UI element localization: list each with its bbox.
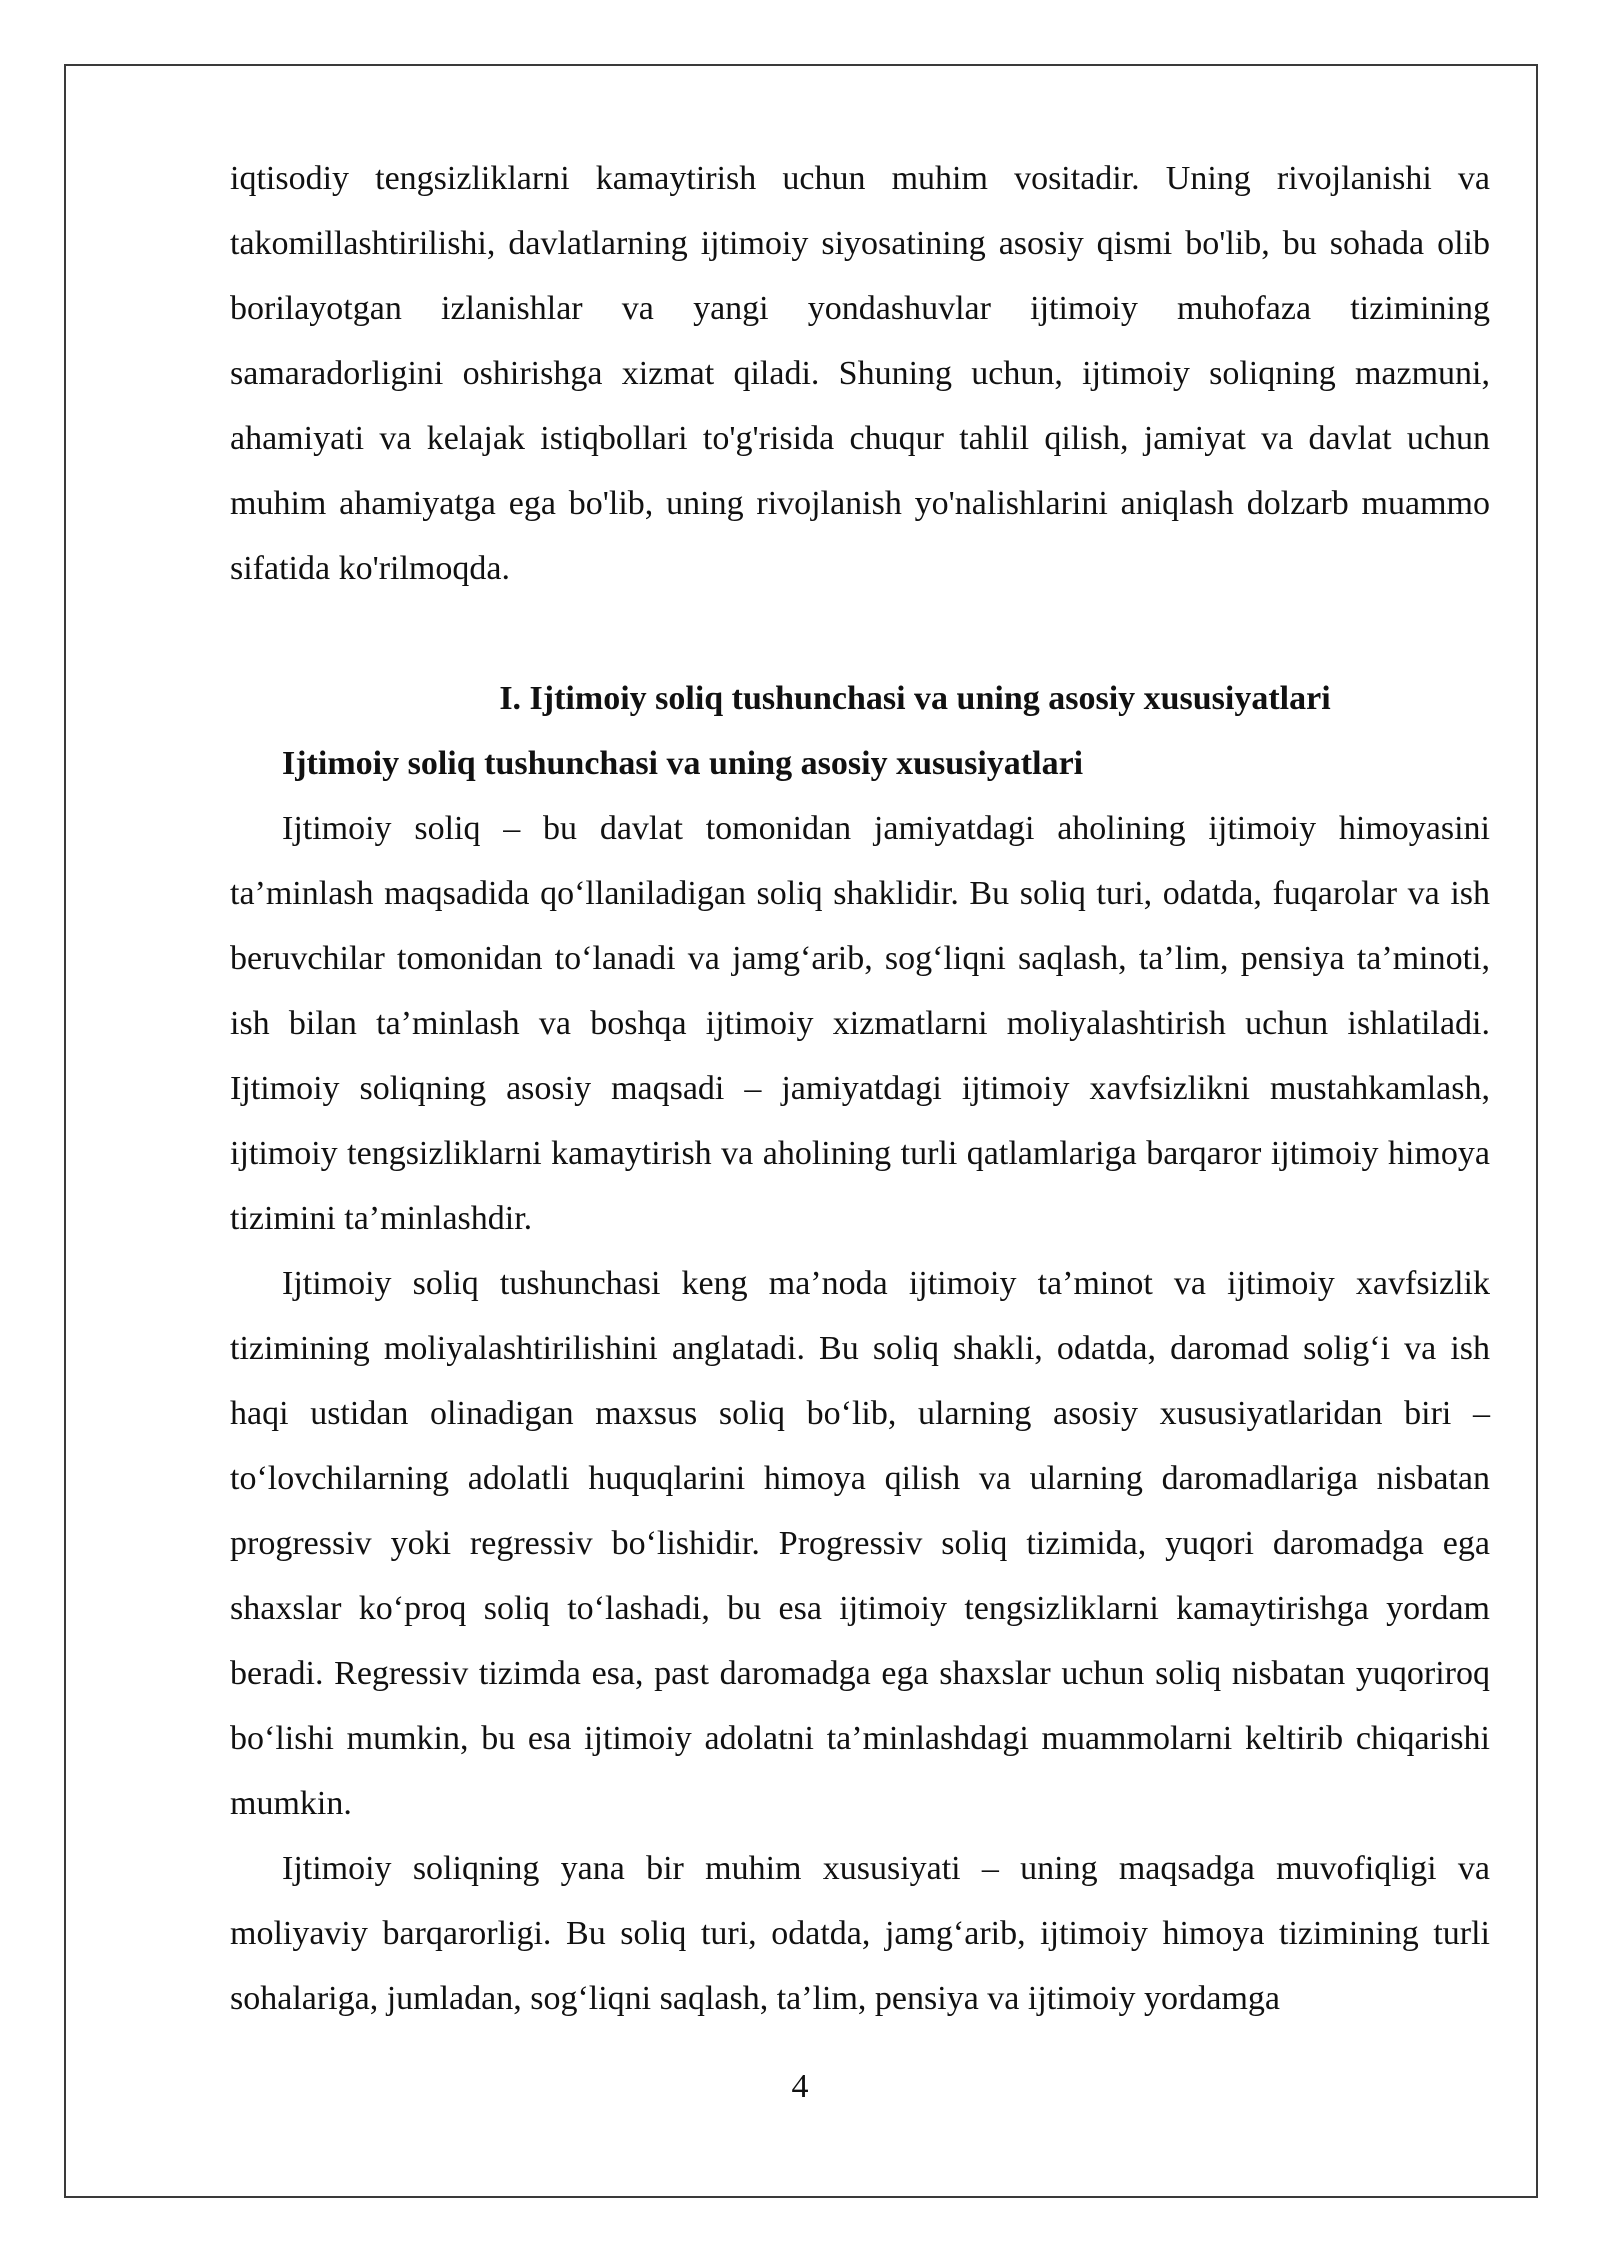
paragraph-spacer bbox=[230, 601, 1490, 666]
body-paragraph-1: Ijtimoiy soliq – bu davlat tomonidan jamiyatdagi aholining ijtimoiy himoyasini ta’minlash maqsadida qo‘llaniladigan soliq shaklidir. Bu soliq turi, odatda, fuqarolar va ish beruvchilar tomonidan to‘lanadi va jamg‘arib, sog‘liqni saqlash, ta’lim, pensiya ta’minoti, ish bilan ta’minlash va boshqa ijtimoiy xizmatlarni moliyalashtirish uchun ishlatiladi. Ijtimoiy soliqning asosiy maqsadi – jamiyatdagi ijtimoiy xavfsizlikni mustahkamlash, ijtimoiy tengsizliklarni kamaytirish va aholining turli qatlamlariga barqaror ijtimoiy himoya tizimini ta’minlashdir. bbox=[230, 810, 1490, 1237]
section-heading: I. Ijtimoiy soliq tushunchasi va uning asosiy xususiyatlari bbox=[499, 680, 1331, 717]
body-paragraph-3: Ijtimoiy soliqning yana bir muhim xususiyati – uning maqsadga muvofiqligi va moliyaviy barqarorligi. Bu soliq turi, odatda, jamg‘arib, ijtimoiy himoya tizimining turli sohalariga, jumladan, sog‘liqni saqlash, ta’lim, pensiya va ijtimoiy yordamga bbox=[230, 1850, 1490, 2017]
page-number: 4 bbox=[791, 2068, 809, 2105]
intro-paragraph: iqtisodiy tengsizliklarni kamaytirish uchun muhim vositadir. Uning rivojlanishi va takomillashtirilishi, davlatlarning ijtimoiy siyosatining asosiy qismi bo'lib, bu sohada olib borilayotgan izlanishlar va yangi yondashuvlar ijtimoiy muhofaza tizimining samaradorligini oshirishga xizmat qiladi. Shuning uchun, ijtimoiy soliqning mazmuni, ahamiyati va kelajak istiqbollari to'g'risida chuqur tahlil qilish, jamiyat va davlat uchun muhim ahamiyatga ega bo'lib, uning rivojlanish yo'nalishlarini aniqlash dolzarb muammo sifatida ko'rilmoqda. bbox=[230, 160, 1490, 587]
subsection-heading: Ijtimoiy soliq tushunchasi va uning asosiy xususiyatlari bbox=[282, 745, 1084, 782]
body-paragraph-2: Ijtimoiy soliq tushunchasi keng ma’noda ijtimoiy ta’minot va ijtimoiy xavfsizlik tizimining moliyalashtirilishini anglatadi. Bu soliq shakli, odatda, daromad solig‘i va ish haqi ustidan olinadigan maxsus soliq bo‘lib, ularning asosiy xususiyatlaridan biri – to‘lovchilarning adolatli huquqlarini himoya qilish va ularning daromadlariga nisbatan progressiv yoki regressiv bo‘lishidir. Progressiv soliq tizimida, yuqori daromadga ega shaxslar ko‘proq soliq to‘lashadi, bu esa ijtimoiy tengsizliklarni kamaytirishga yordam beradi. Regressiv tizimda esa, past daromadga ega shaxslar uchun soliq nisbatan yuqoriroq bo‘lishi mumkin, bu esa ijtimoiy adolatni ta’minlashdagi muammolarni keltirib chiqarishi mumkin. bbox=[230, 1265, 1490, 1822]
document-body bbox=[230, 146, 1490, 2031]
